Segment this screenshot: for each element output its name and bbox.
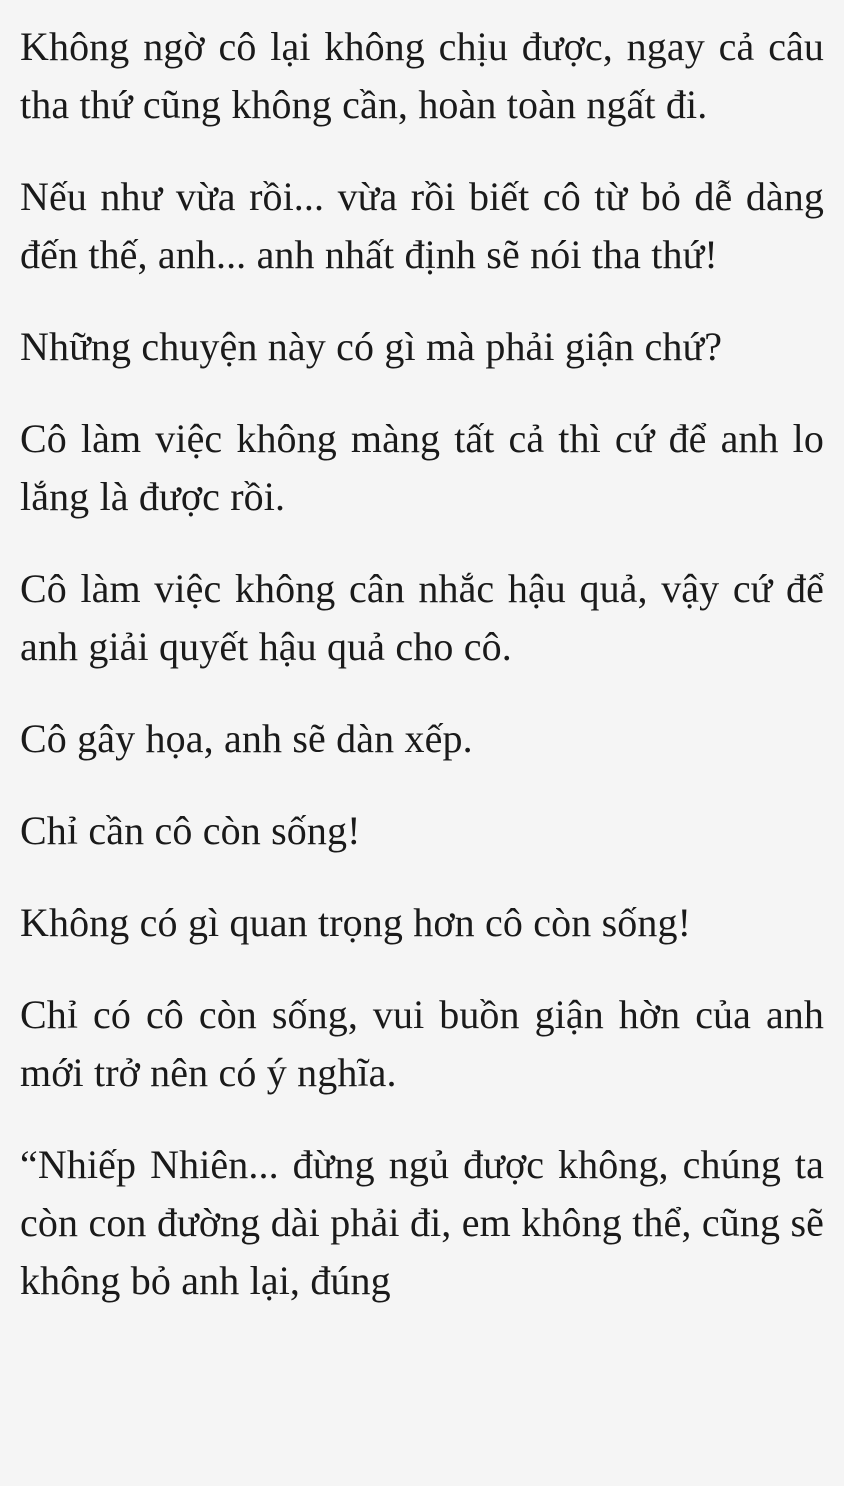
paragraph: Cô làm việc không màng tất cả thì cứ để anh lo lắng là được rồi. [20,416,824,519]
paragraph: Cô làm việc không cân nhắc hậu quả, vậy cứ để anh giải quyết hậu quả cho cô. [20,566,824,669]
paragraph: Cô gây họa, anh sẽ dàn xếp. [20,716,473,761]
paragraph: Nếu như vừa rồi... vừa rồi biết cô từ bỏ dễ dàng đến thế, anh... anh nhất định sẽ nói tha thứ! [20,174,824,277]
paragraph: Không ngờ cô lại không chịu được, ngay cả câu tha thứ cũng không cần, hoàn toàn ngất đi. [20,24,824,127]
paragraph: Những chuyện này có gì mà phải giận chứ? [20,324,723,369]
paragraph: Không có gì quan trọng hơn cô còn sống! [20,900,691,945]
paragraph: Chỉ cần cô còn sống! [20,808,361,853]
paragraph: “Nhiếp Nhiên... đừng ngủ được không, chúng ta còn con đường dài phải đi, em không thể, cũng sẽ không bỏ anh lại, đúng [20,1142,824,1303]
paragraph: Chỉ có cô còn sống, vui buồn giận hờn của anh mới trở nên có ý nghĩa. [20,992,824,1095]
